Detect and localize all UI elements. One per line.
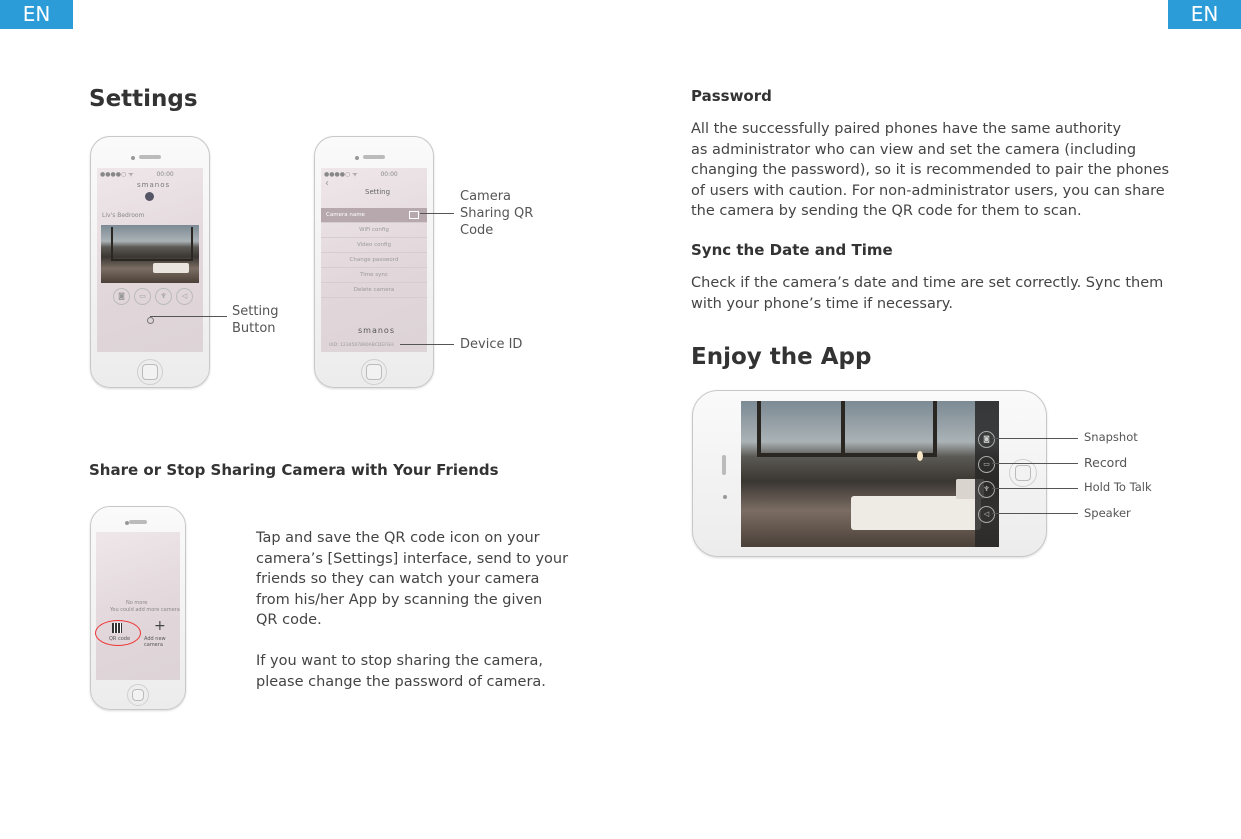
- microphone-icon[interactable]: ♆: [978, 481, 995, 498]
- speaker-icon[interactable]: ◁: [978, 506, 995, 523]
- front-camera-dot: [355, 156, 359, 160]
- camera-avatar-icon: [145, 192, 154, 201]
- share-heading: Share or Stop Sharing Camera with Your Friends: [89, 461, 499, 479]
- phone-speaker-slot: [363, 155, 385, 159]
- microphone-icon[interactable]: ♆: [155, 288, 172, 305]
- app-brand: smanos: [358, 326, 395, 335]
- setting-button[interactable]: [147, 317, 154, 324]
- qr-callout-line: [420, 213, 454, 214]
- app-brand: smanos: [137, 181, 171, 189]
- record-callout: Record: [1084, 455, 1128, 470]
- speaker-callout-line: [992, 513, 1078, 514]
- add-camera-plus-icon[interactable]: +: [154, 618, 166, 634]
- phone-speaker-slot: [139, 155, 161, 159]
- qr-code-label: QR code: [109, 636, 131, 642]
- device-id-text: UID: 1234567890ABCDEFGH: [329, 343, 394, 348]
- password-text: All the successfully paired phones have the same authority as administrator who can view and set the camera (including changing the password), so it is recommended to pair the phones of users with caution. For non-administrator users, you can share the camera by sending the QR code for them to scan.: [691, 121, 1170, 220]
- setting-button-callout-line: [150, 316, 227, 317]
- hold-to-talk-callout: Hold To Talk: [1084, 480, 1152, 494]
- settings-menu: [321, 208, 427, 298]
- settings-title: Settings: [89, 86, 198, 112]
- front-camera-dot: [131, 156, 135, 160]
- language-tag-left: EN: [0, 0, 73, 29]
- window-frame: [111, 227, 193, 261]
- sync-text: Check if the camera’s date and time are set correctly. Sync them with your phone’s time if necessary.: [691, 275, 1164, 312]
- menu-video-config[interactable]: Video config: [321, 238, 427, 253]
- setting-button-callout: Setting Button: [232, 304, 279, 336]
- back-chevron-icon[interactable]: ‹: [325, 178, 329, 189]
- menu-change-password[interactable]: Change password: [321, 253, 427, 268]
- speaker-callout: Speaker: [1084, 506, 1131, 520]
- menu-wifi-config[interactable]: WiFi config: [321, 223, 427, 238]
- status-bar: ●●●●○ ᯤ 00:00: [100, 171, 174, 178]
- no-more-text: No more: [126, 600, 148, 606]
- pendant-light: [917, 451, 923, 461]
- password-heading: Password: [691, 87, 772, 105]
- settings-screen-title: Setting: [365, 188, 391, 196]
- phone-speaker-slot: [129, 520, 147, 524]
- menu-time-sync[interactable]: Time sync: [321, 268, 427, 283]
- window-frame: [757, 401, 937, 457]
- phone-live-view: [90, 136, 210, 388]
- phone-share-view: [90, 506, 186, 710]
- phone-settings-view: [314, 136, 434, 388]
- record-callout-line: [992, 463, 1078, 464]
- qr-code-icon[interactable]: [409, 211, 419, 219]
- device-id-callout: Device ID: [460, 337, 523, 352]
- device-id-callout-line: [400, 344, 454, 345]
- phone-screen: [321, 168, 427, 352]
- bed: [851, 496, 981, 530]
- record-icon[interactable]: ▭: [978, 456, 995, 473]
- add-more-text: You could add more camera: [110, 607, 180, 613]
- snapshot-callout: Snapshot: [1084, 430, 1138, 444]
- language-tag-right: EN: [1168, 0, 1241, 29]
- phone-screen: [96, 532, 180, 680]
- home-button[interactable]: [366, 364, 382, 380]
- landscape-video-view[interactable]: [741, 401, 999, 547]
- control-bar: [975, 401, 999, 547]
- camera-sharing-qr-callout: Camera Sharing QR Code: [460, 189, 534, 238]
- snapshot-icon[interactable]: ◙: [978, 431, 995, 448]
- home-button[interactable]: [142, 364, 158, 380]
- sync-heading: Sync the Date and Time: [691, 241, 893, 259]
- live-video-view[interactable]: [101, 225, 199, 283]
- qr-code-highlight-circle: [95, 620, 141, 646]
- bed: [153, 263, 189, 273]
- home-button[interactable]: [132, 689, 144, 701]
- phone-landscape: [692, 390, 1047, 557]
- front-camera-dot: [723, 495, 727, 499]
- share-instructions: Tap and save the QR code icon on your camera’s [Settings] interface, send to your friends so they can watch your camera from his/her App by scanning the given QR code. If you want to stop sharing the camera, please change the password of camera.: [256, 530, 569, 690]
- enjoy-heading: Enjoy the App: [691, 344, 872, 370]
- record-icon[interactable]: ▭: [134, 288, 151, 305]
- phone-speaker-slot: [722, 455, 726, 475]
- snapshot-icon[interactable]: ◙: [113, 288, 130, 305]
- menu-camera-name[interactable]: Camera name: [321, 208, 427, 223]
- camera-name-label: Liv's Bedroom: [102, 212, 145, 219]
- menu-delete-camera[interactable]: Delete camera: [321, 283, 427, 298]
- window-mullion: [841, 401, 845, 457]
- status-bar: ●●●●○ ᯤ 00:00: [324, 171, 398, 178]
- add-camera-label: Add new camera: [144, 636, 166, 648]
- hold-to-talk-callout-line: [992, 488, 1078, 489]
- snapshot-callout-line: [992, 438, 1078, 439]
- speaker-icon[interactable]: ◁: [176, 288, 193, 305]
- phone-screen: [97, 168, 203, 352]
- home-button[interactable]: [1015, 465, 1031, 481]
